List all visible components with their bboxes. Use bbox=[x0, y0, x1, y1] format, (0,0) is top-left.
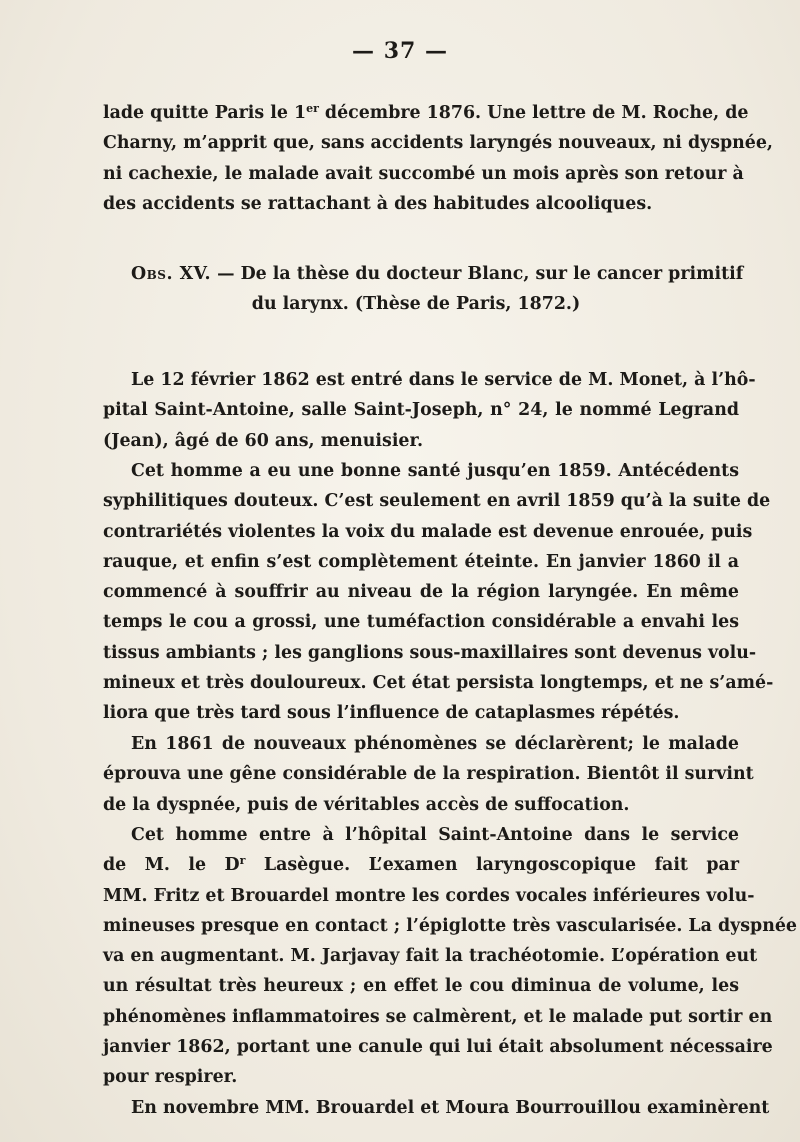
text-line: syphilitiques douteux. C’est seulement en avril 1859 qu’à la suite de bbox=[103, 491, 771, 512]
top-paragraph bbox=[103, 98, 773, 219]
paragraph-1861 bbox=[103, 729, 754, 820]
text-line: des accidents se rattachant à des habitudes alcooliques. bbox=[103, 193, 653, 214]
text-line: mineuses presque en contact ; l’épiglotte très vascularisée. La dyspnée bbox=[103, 915, 797, 936]
text-line: lade quitte Paris le 1er décembre 1876. Une lettre de M. Roche, de bbox=[103, 102, 749, 123]
text-line: En 1861 de nouveaux phénomènes se déclarèrent; le malade bbox=[131, 734, 739, 754]
text-line: pital Saint-Antoine, salle Saint-Joseph, n° 24, le nommé Legrand bbox=[103, 400, 739, 421]
observation-label: Obs. XV. bbox=[131, 264, 212, 284]
text-line: ni cachexie, le malade avait succombé un mois après son retour à bbox=[103, 163, 744, 184]
text-line: pour respirer. bbox=[103, 1067, 238, 1088]
observation-source: du larynx. (Thèse de Paris, 1872.) bbox=[251, 294, 581, 315]
text-line: mineux et très douloureux. Cet état persista longtemps, et ne s’amé- bbox=[103, 673, 774, 694]
text-line: temps le cou a grossi, une tuméfaction considérable a envahi les bbox=[103, 612, 739, 633]
observation-heading bbox=[103, 259, 744, 320]
text-line: contrariétés violentes la voix du malade est devenue enrouée, puis bbox=[103, 521, 753, 542]
paragraph-hospital bbox=[103, 820, 797, 1093]
text-line: Charny, m’apprit que, sans accidents laryngés nouveaux, ni dyspnée, bbox=[103, 133, 773, 154]
text-line: Cet homme entre à l’hôpital Saint-Antoine dans le service bbox=[131, 825, 739, 845]
text-line: MM. Fritz et Brouardel montre les cordes vocales inférieures volu- bbox=[103, 885, 755, 906]
text-line: tissus ambiants ; les ganglions sous-maxillaires sont devenus volu- bbox=[103, 642, 757, 663]
text-line: de M. le $D^r$ Lasègue. L’examen laryngoscopique fait par bbox=[103, 854, 739, 876]
text-line: commencé à souffrir au niveau de la région laryngée. En même bbox=[103, 582, 739, 603]
text-line: un résultat très heureux ; en effet le cou diminua de volume, les bbox=[103, 976, 739, 997]
text-line: (Jean), âgé de 60 ans, menuisier. bbox=[103, 430, 424, 451]
text-line: phénomènes inflammatoires se calmèrent, et le malade put sortir en bbox=[103, 1006, 773, 1027]
text-line: va en augmentant. M. Jarjavay fait la trachéotomie. L’opération eut bbox=[103, 946, 758, 967]
paragraph-november bbox=[103, 1093, 770, 1123]
observation-title-line: Obs. XV. — De la thèse du docteur Blanc, sur le cancer primitif bbox=[131, 264, 744, 284]
text-line: rauque, et enfin s’est complètement éteinte. En janvier 1860 il a bbox=[103, 551, 739, 572]
page-number: — 37 — bbox=[352, 38, 448, 64]
text-line: liora que très tard sous l’influence de cataplasmes répétés. bbox=[103, 703, 680, 724]
text-line: janvier 1862, portant une canule qui lui était absolument nécessaire bbox=[103, 1037, 773, 1058]
text-line: de la dyspnée, puis de véritables accès de suffocation. bbox=[103, 794, 630, 815]
text-line: En novembre MM. Brouardel et Moura Bourrouillou examinèrent bbox=[131, 1098, 770, 1118]
text-line: Cet homme a eu une bonne santé jusqu’en 1859. Antécédents bbox=[131, 461, 739, 481]
text-line: éprouva une gêne considérable de la respiration. Bientôt il survint bbox=[103, 764, 754, 785]
paragraph-admission bbox=[103, 365, 756, 456]
text-line: Le 12 février 1862 est entré dans le service de M. Monet, à l’hô- bbox=[131, 370, 756, 390]
paragraph-history bbox=[103, 456, 774, 729]
